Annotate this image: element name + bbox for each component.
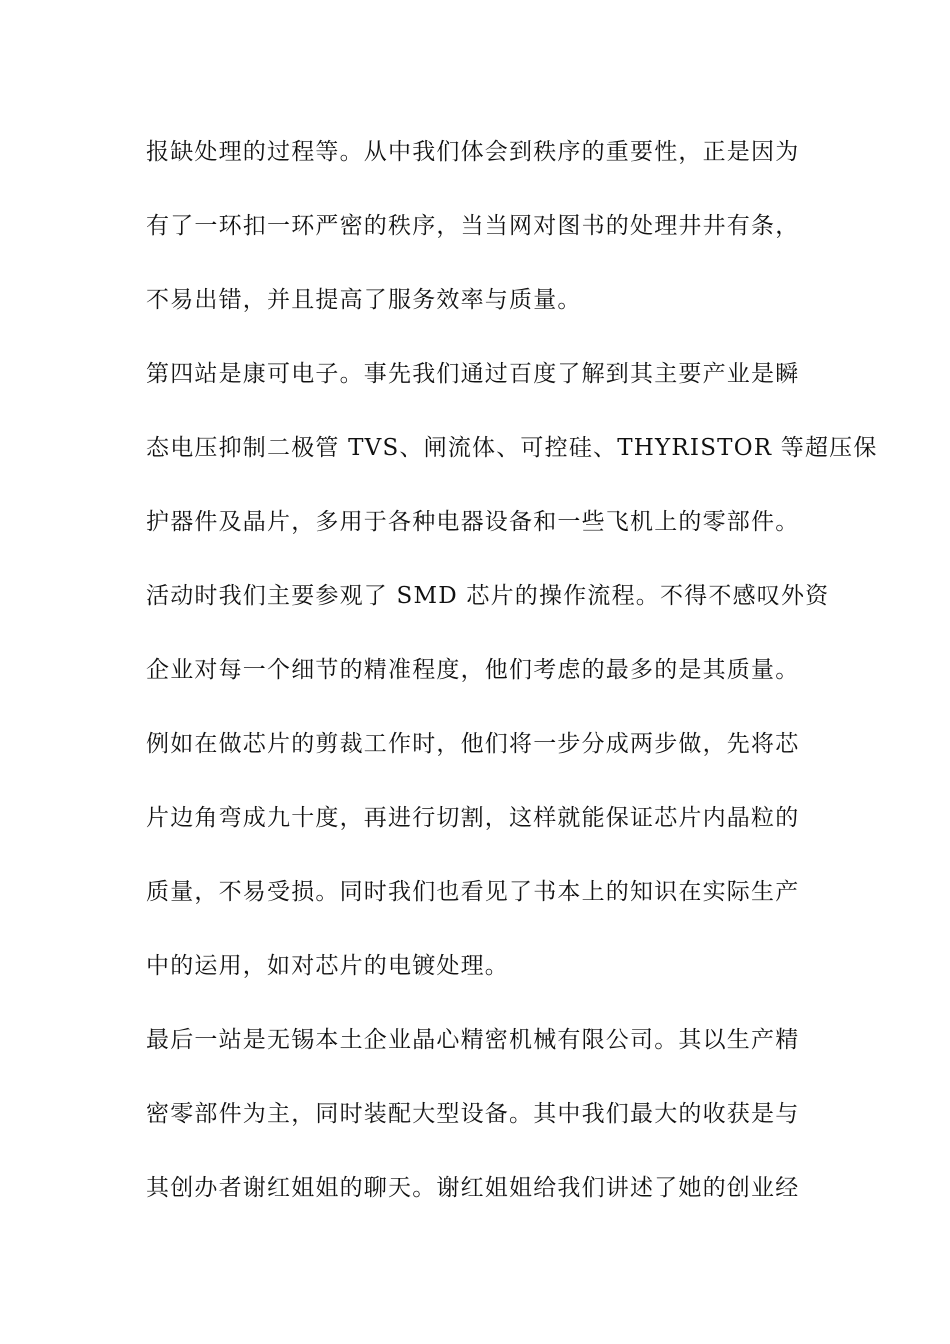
- text-line: 质量，不易受损。同时我们也看见了书本上的知识在实际生产: [146, 879, 800, 905]
- text-line: 企业对每一个细节的精准程度，他们考虑的最多的是其质量。: [146, 657, 800, 683]
- body-text: [146, 124, 878, 1234]
- text-line: 中的运用，如对芯片的电镀处理。: [146, 953, 509, 979]
- text-line: 第四站是康可电子。事先我们通过百度了解到其主要产业是瞬: [146, 361, 800, 387]
- text-line: 片边角弯成九十度，再进行切割，这样就能保证芯片内晶粒的: [146, 805, 800, 831]
- text-line: 例如在做芯片的剪裁工作时，他们将一步分成两步做，先将芯: [146, 731, 800, 757]
- text-line: 不易出错，并且提高了服务效率与质量。: [146, 287, 582, 313]
- text-line: 护器件及晶片，多用于各种电器设备和一些飞机上的零部件。: [146, 509, 800, 535]
- text-line: 最后一站是无锡本土企业晶心精密机械有限公司。其以生产精: [146, 1027, 800, 1053]
- text-line: 报缺处理的过程等。从中我们体会到秩序的重要性，正是因为: [146, 139, 800, 165]
- text-line: 密零部件为主，同时装配大型设备。其中我们最大的收获是与: [146, 1101, 800, 1127]
- text-line: 态电压抑制二极管 TVS、闸流体、可控硅、THYRISTOR 等超压保: [146, 435, 878, 461]
- text-line: 活动时我们主要参观了 SMD 芯片的操作流程。不得不感叹外资: [146, 583, 830, 609]
- text-line: 其创办者谢红姐姐的聊天。谢红姐姐给我们讲述了她的创业经: [146, 1175, 800, 1201]
- text-line: 有了一环扣一环严密的秩序，当当网对图书的处理井井有条，: [146, 213, 800, 239]
